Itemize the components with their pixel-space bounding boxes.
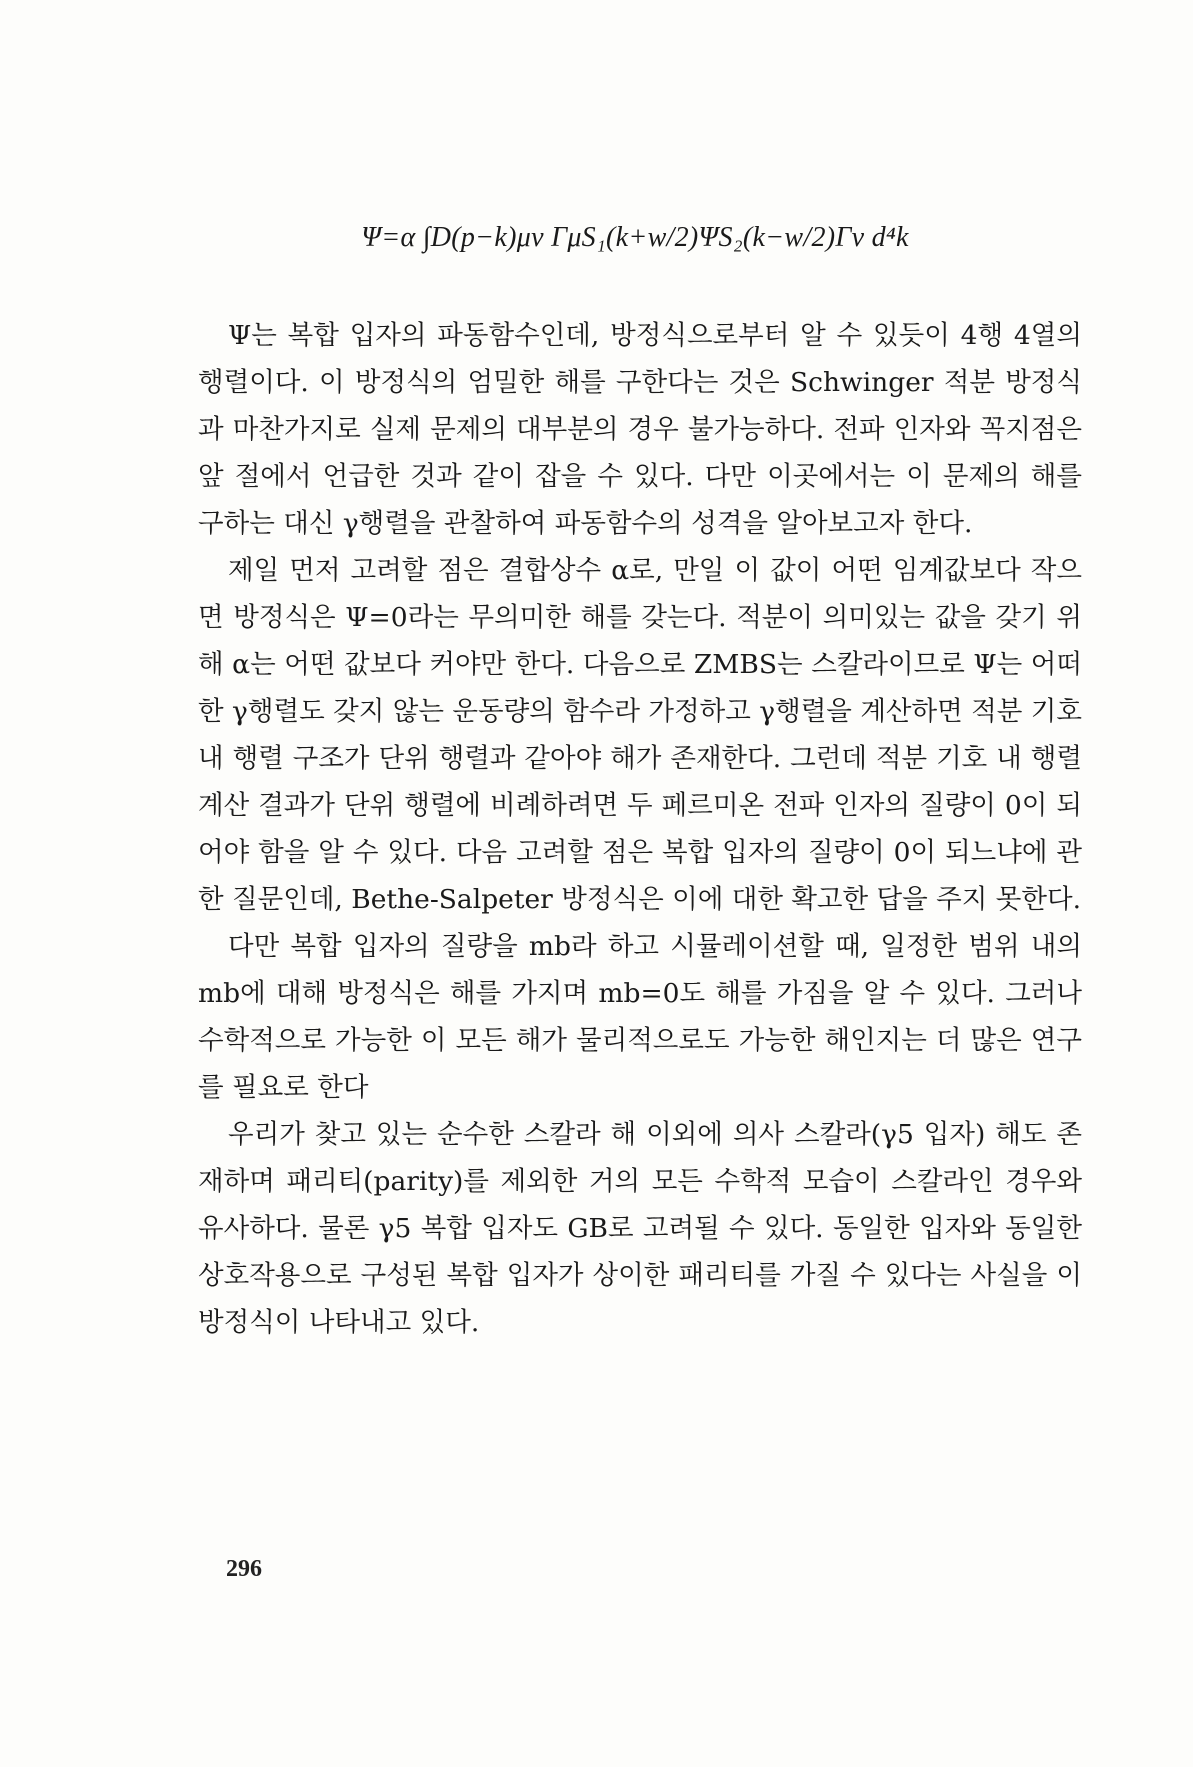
paragraph-1: Ψ는 복합 입자의 파동함수인데, 방정식으로부터 알 수 있듯이 4행 4열의 행렬이다. 이 방정식의 엄밀한 해를 구한다는 것은 Schwinger 적분 방정식과 마찬가지로 실제 문제의 대부분의 경우 불가능하다. 전파 인자와 꼭지점은 앞 절에서 언급한 것과 같이 잡을 수 있다. 다만 이곳에서는 이 문제의 해를 구하는 대신 γ행렬을 관찰하여 파동함수의 성격을 알아보고자 한다. <box>198 320 1082 539</box>
page-number: 296 <box>226 1556 262 1582</box>
bethe-salpeter-equation: Ψ=α ∫D(p−k)μν ΓμS₁(k+w/2)ΨS₂(k−w/2)Γν d⁴k <box>361 222 909 253</box>
paragraph-4: 우리가 찾고 있는 순수한 스칼라 해 이외에 의사 스칼라(γ5 입자) 해도 존재하며 패리티(parity)를 제외한 거의 모든 수학적 모습이 스칼라인 경우와 유사하다. 물론 γ5 복합 입자도 GB로 고려될 수 있다. 동일한 입자와 동일한 상호작용으로 구성된 복합 입자가 상이한 패리티를 가질 수 있다는 사실을 이 방정식이 나타내고 있다. <box>198 1119 1082 1338</box>
body-text <box>198 312 1082 1346</box>
paragraph-3: 다만 복합 입자의 질량을 mb라 하고 시뮬레이션할 때, 일정한 범위 내의 mb에 대해 방정식은 해를 가지며 mb=0도 해를 가짐을 알 수 있다. 그러나 수학적으로 가능한 이 모든 해가 물리적으로도 가능한 해인지는 더 많은 연구를 필요로 한다 <box>198 931 1082 1103</box>
paragraph-2: 제일 먼저 고려할 점은 결합상수 α로, 만일 이 값이 어떤 임계값보다 작으면 방정식은 Ψ=0라는 무의미한 해를 갖는다. 적분이 의미있는 값을 갖기 위해 α는 어떤 값보다 커야만 한다. 다음으로 ZMBS는 스칼라이므로 Ψ는 어떠한 γ행렬도 갖지 않는 운동량의 함수라 가정하고 γ행렬을 계산하면 적분 기호 내 행렬 구조가 단위 행렬과 같아야 해가 존재한다. 그런데 적분 기호 내 행렬 계산 결과가 단위 행렬에 비례하려면 두 페르미온 전파 인자의 질량이 0이 되어야 함을 알 수 있다. 다음 고려할 점은 복합 입자의 질량이 0이 되느냐에 관한 질문인데, Bethe-Salpeter 방정식은 이에 대한 확고한 답을 주지 못한다. <box>198 555 1082 915</box>
